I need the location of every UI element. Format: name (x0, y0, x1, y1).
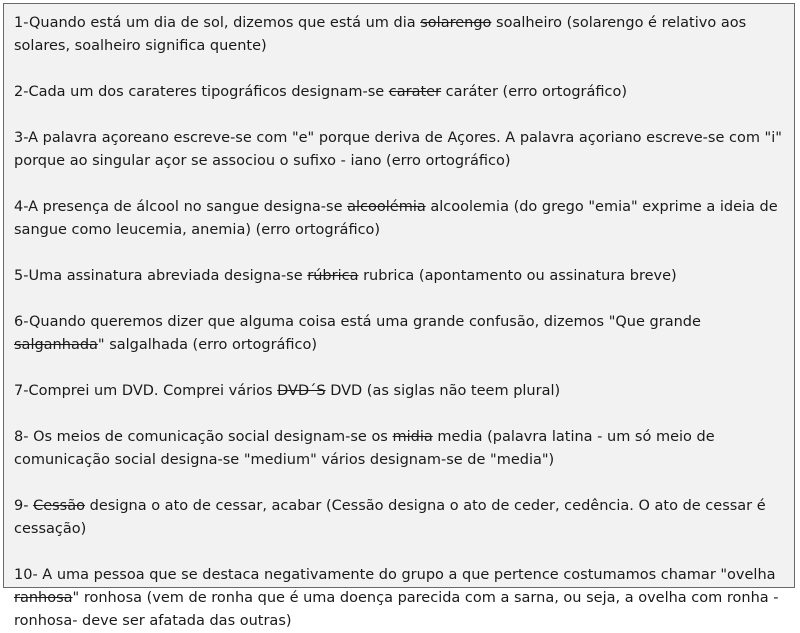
list-item (14, 196, 790, 242)
struck-word: ranhosa (14, 590, 73, 606)
item-text-after: " ronhosa (vem de ronha que é uma doença parecida com a sarna, ou seja, a ovelha com ronha - ronhosa- deve ser afatada das outras) (14, 590, 779, 629)
item-text-after: media (palavra latina - um só meio de comunicação social designa-se "medium" vários designam-se de "media") (14, 429, 715, 468)
list-item (14, 564, 790, 633)
item-text-after: designa o ato de cessar, acabar (Cessão designa o ato de ceder, cedência. O ato de cessar é cessação) (14, 498, 766, 537)
item-text: 10- A uma pessoa que se destaca negativamente do grupo a que pertence costumamos chamar "ovelha (14, 567, 776, 583)
struck-word: midia (392, 429, 433, 445)
item-text-after: caráter (erro ortográfico) (441, 84, 628, 100)
item-text: 2-Cada um dos carateres tipográficos designam-se (14, 84, 389, 100)
list-item (14, 426, 790, 472)
struck-word: solarengo (420, 15, 492, 31)
item-text-after: soalheiro (solarengo é relativo aos solares, soalheiro significa quente) (14, 15, 747, 54)
list-item (14, 311, 790, 357)
list-item (14, 81, 790, 104)
item-text: 9- (14, 498, 34, 514)
item-text-after: alcoolemia (do grego "emia" exprime a ideia de sangue como leucemia, anemia) (erro ortográfico) (14, 199, 778, 238)
item-text-after: DVD (as siglas não teem plural) (325, 383, 561, 399)
item-text-after: " salgalhada (erro ortográfico) (97, 337, 318, 353)
item-text: 6-Quando queremos dizer que alguma coisa está uma grande confusão, dizemos "Que grande (14, 314, 701, 330)
struck-word: alcoolémia (347, 199, 426, 215)
document-frame (3, 3, 795, 629)
list-item (14, 127, 790, 173)
item-text: 1-Quando está um dia de sol, dizemos que está um dia (14, 15, 421, 31)
list-item (14, 495, 790, 541)
item-text-after: rubrica (apontamento ou assinatura breve) (358, 268, 677, 284)
list-item (14, 12, 790, 58)
item-text: 7-Comprei um DVD. Comprei vários (14, 383, 278, 399)
struck-word: rúbrica (307, 268, 359, 284)
struck-word: Cessão (33, 498, 85, 514)
struck-word: DVD´S (277, 383, 326, 399)
corrections-list (14, 12, 790, 633)
struck-word: salganhada (14, 337, 98, 353)
struck-word: carater (388, 84, 442, 100)
list-item (14, 265, 790, 288)
item-text: 5-Uma assinatura abreviada designa-se (14, 268, 308, 284)
list-item (14, 380, 790, 403)
item-text: 4-A presença de álcool no sangue designa-se (14, 199, 348, 215)
item-text: 3-A palavra açoreano escreve-se com "e" porque deriva de Açores. A palavra açoriano escreve-se com "i" porque ao singular açor se associou o sufixo - iano (erro ortográfico) (14, 130, 782, 169)
item-text: 8- Os meios de comunicação social designam-se os (14, 429, 393, 445)
